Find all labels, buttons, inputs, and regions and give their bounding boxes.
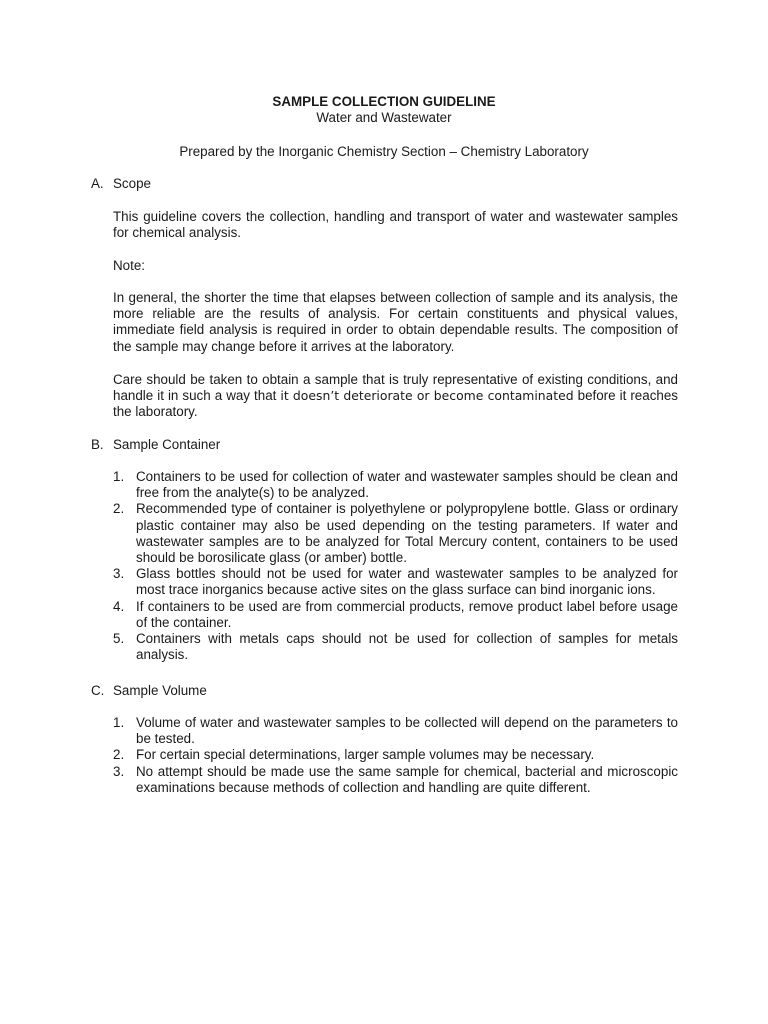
list-item [113, 715, 678, 747]
list-item-text: Recommended type of container is polyethylene or polypropylene bottle. Glass or ordinary plastic container may also be used depending on the testing parameters. If water and wastewater samples are to be analyzed for Total Mercury content, containers to be used should be borosilicate glass (or amber) bottle. [136, 501, 678, 566]
list-item [113, 469, 678, 501]
care-text-mixed-font: it doesn’t deteriorate or become contaminated [280, 388, 574, 404]
section-c-title: Sample Volume [113, 683, 207, 698]
list-item [113, 599, 678, 631]
list-item-number: 3. [113, 763, 125, 779]
container-list [113, 469, 678, 663]
care-paragraph [113, 372, 678, 421]
list-item-number: 2. [113, 501, 125, 517]
list-item-number: 3. [113, 566, 125, 582]
scope-intro-paragraph: This guideline covers the collection, handling and transport of water and wastewater samples for chemical analysis. [113, 209, 678, 241]
list-item [113, 631, 678, 663]
list-item-number: 5. [113, 631, 125, 647]
section-c-letter: C. [91, 683, 105, 698]
list-item [113, 747, 678, 763]
section-b-heading [91, 437, 220, 453]
list-item-text: If containers to be used are from commercial products, remove product label before usage of the container. [136, 598, 678, 630]
section-a-title: Scope [113, 176, 151, 191]
section-b-letter: B. [91, 437, 104, 452]
prepared-by-line: Prepared by the Inorganic Chemistry Section – Chemistry Laboratory [179, 144, 589, 159]
note-paragraph: In general, the shorter the time that elapses between collection of sample and its analysis, the more reliable are the results of analysis. For certain constituents and physical values, immediate field analysis is required in order to obtain dependable results. The composition of the sample may change before it arrives at the laboratory. [113, 290, 678, 354]
list-item-text: Glass bottles should not be used for water and wastewater samples to be analyzed for most trace inorganics because active sites on the glass surface can bind inorganic ions. [136, 566, 678, 598]
care-text-start: Care should be taken to obtain a sample that is truly representative of existing conditions, and handle it in such a way that [113, 372, 678, 404]
care-text-end: before it reaches the laboratory. [113, 388, 678, 420]
list-item [113, 764, 678, 796]
list-item [113, 501, 678, 566]
list-item-number: 2. [113, 747, 125, 763]
list-item-text: For certain special determinations, larger sample volumes may be necessary. [136, 747, 595, 763]
document-subtitle: Water and Wastewater [316, 110, 452, 125]
list-item-text: Containers with metals caps should not be used for collection of samples for metals analysis. [136, 631, 678, 663]
section-a-heading [91, 176, 151, 192]
section-b-title: Sample Container [113, 437, 221, 452]
list-item [113, 566, 678, 598]
list-item-text: Volume of water and wastewater samples to be collected will depend on the parameters to be tested. [136, 715, 678, 747]
section-c-heading [91, 683, 207, 699]
volume-list [113, 715, 678, 796]
list-item-number: 1. [113, 469, 125, 484]
list-item-number: 1. [113, 715, 125, 730]
list-item-number: 4. [113, 598, 125, 614]
list-item-text: Containers to be used for collection of water and wastewater samples should be clean and free from the analyte(s) to be analyzed. [136, 469, 678, 501]
list-item-text: No attempt should be made use the same sample for chemical, bacterial and microscopic examinations because methods of collection and handling are quite different. [136, 763, 678, 795]
note-label: Note: [113, 258, 146, 273]
document-title: SAMPLE COLLECTION GUIDELINE [272, 94, 496, 109]
section-a-letter: A. [91, 176, 104, 191]
